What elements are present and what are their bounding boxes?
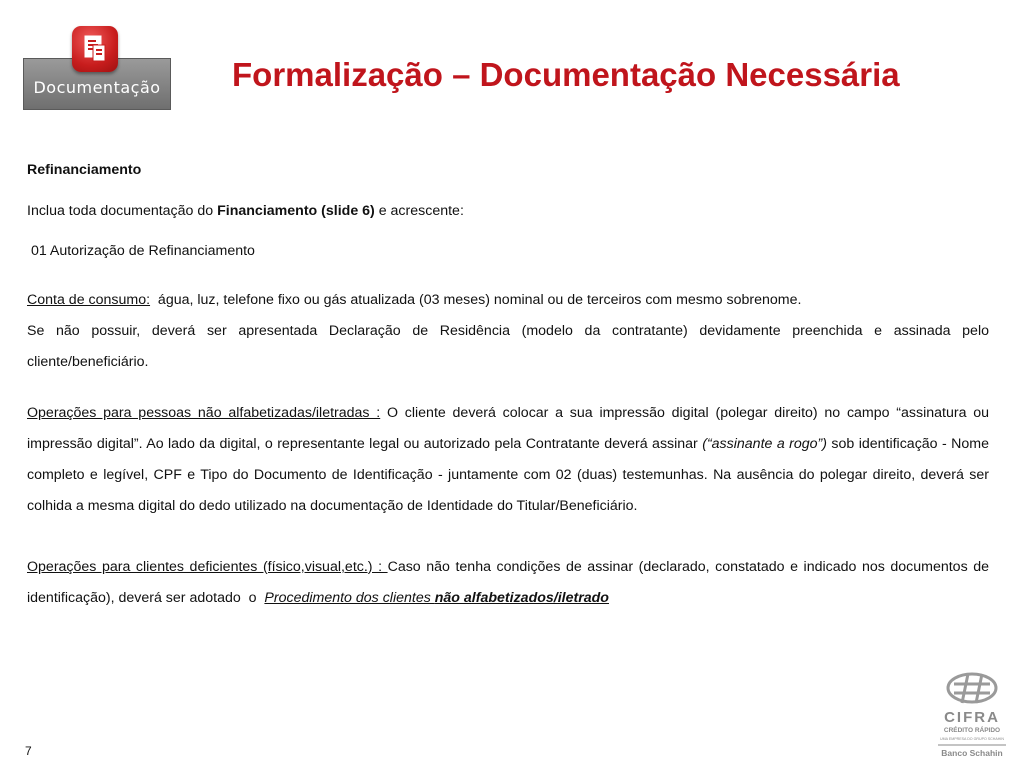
intro-suffix: e acrescente: (374, 203, 464, 219)
deficientes-text: Caso não tenha condições de assinar (declarado, constatado e indicado nos documentos de identificação), deverá ser adotado o (27, 559, 993, 606)
document-icon (72, 26, 118, 72)
brand-name: CIFRA (944, 709, 1000, 726)
deficientes-label: Operações para clientes deficientes (físico,visual,etc.) : (27, 559, 388, 575)
cifra-emblem-icon (948, 674, 996, 703)
page-number: 7 (25, 744, 32, 758)
content-body (27, 155, 993, 614)
procedimento-link[interactable] (264, 590, 609, 606)
cifra-logo (932, 668, 1012, 764)
consumo-paragraph (27, 285, 989, 316)
list-item: 01 Autorização de Refinanciamento (27, 243, 255, 259)
brand-sub3: Banco Schahin (941, 748, 1003, 758)
iletradas-text2: sob identificação - Nome completo e legível, CPF e Tipo do Documento de Identificação - juntamente com 02 (duas) testemunhas. Na ausência do polegar direito, deverá ser colhida a mesma digital do dedo utilizado na documentação de Identidade do Titular/Beneficiário. (27, 436, 989, 514)
section-heading: Refinanciamento (27, 162, 142, 178)
page-title: Formalização – Documentação Necessária (232, 56, 900, 93)
logo-label: Documentação (33, 78, 161, 97)
iletradas-text1: O cliente deverá colocar a sua impressão digital (polegar direito) no campo “assinatura ou impressão digital”. Ao lado da digital, o representante legal ou autorizado pela Contratante deverá assinar (27, 405, 989, 452)
intro-paragraph (27, 196, 989, 227)
deficientes-paragraph (27, 552, 993, 614)
intro-bold: Financiamento (slide 6) (217, 203, 375, 219)
iletradas-label: Operações para pessoas não alfabetizadas/iletradas : (27, 405, 381, 421)
intro-prefix: Inclua toda documentação do (27, 203, 218, 219)
brand-sub2: UMA EMPRESA DO GRUPO SCHAHIN (940, 737, 1004, 741)
consumo-label: Conta de consumo: (27, 292, 151, 308)
consumo-paragraph-2: Se não possuir, deverá ser apresentada Declaração de Residência (modelo da contratante) devidamente preenchida e assinada pelo cliente/beneficiário. (27, 323, 989, 370)
link-bold: não alfabetizados/iletrado (434, 590, 609, 606)
link-italic: Procedimento dos clientes (264, 590, 435, 606)
consumo-text: água, luz, telefone fixo ou gás atualizada (03 meses) nominal ou de terceiros com mesmo sobrenome. (150, 292, 802, 308)
iletradas-paragraph (27, 398, 989, 522)
brand-sub1: CRÉDITO RÁPIDO (943, 727, 1001, 734)
iletradas-italic: (“assinante a rogo”) (702, 436, 827, 452)
